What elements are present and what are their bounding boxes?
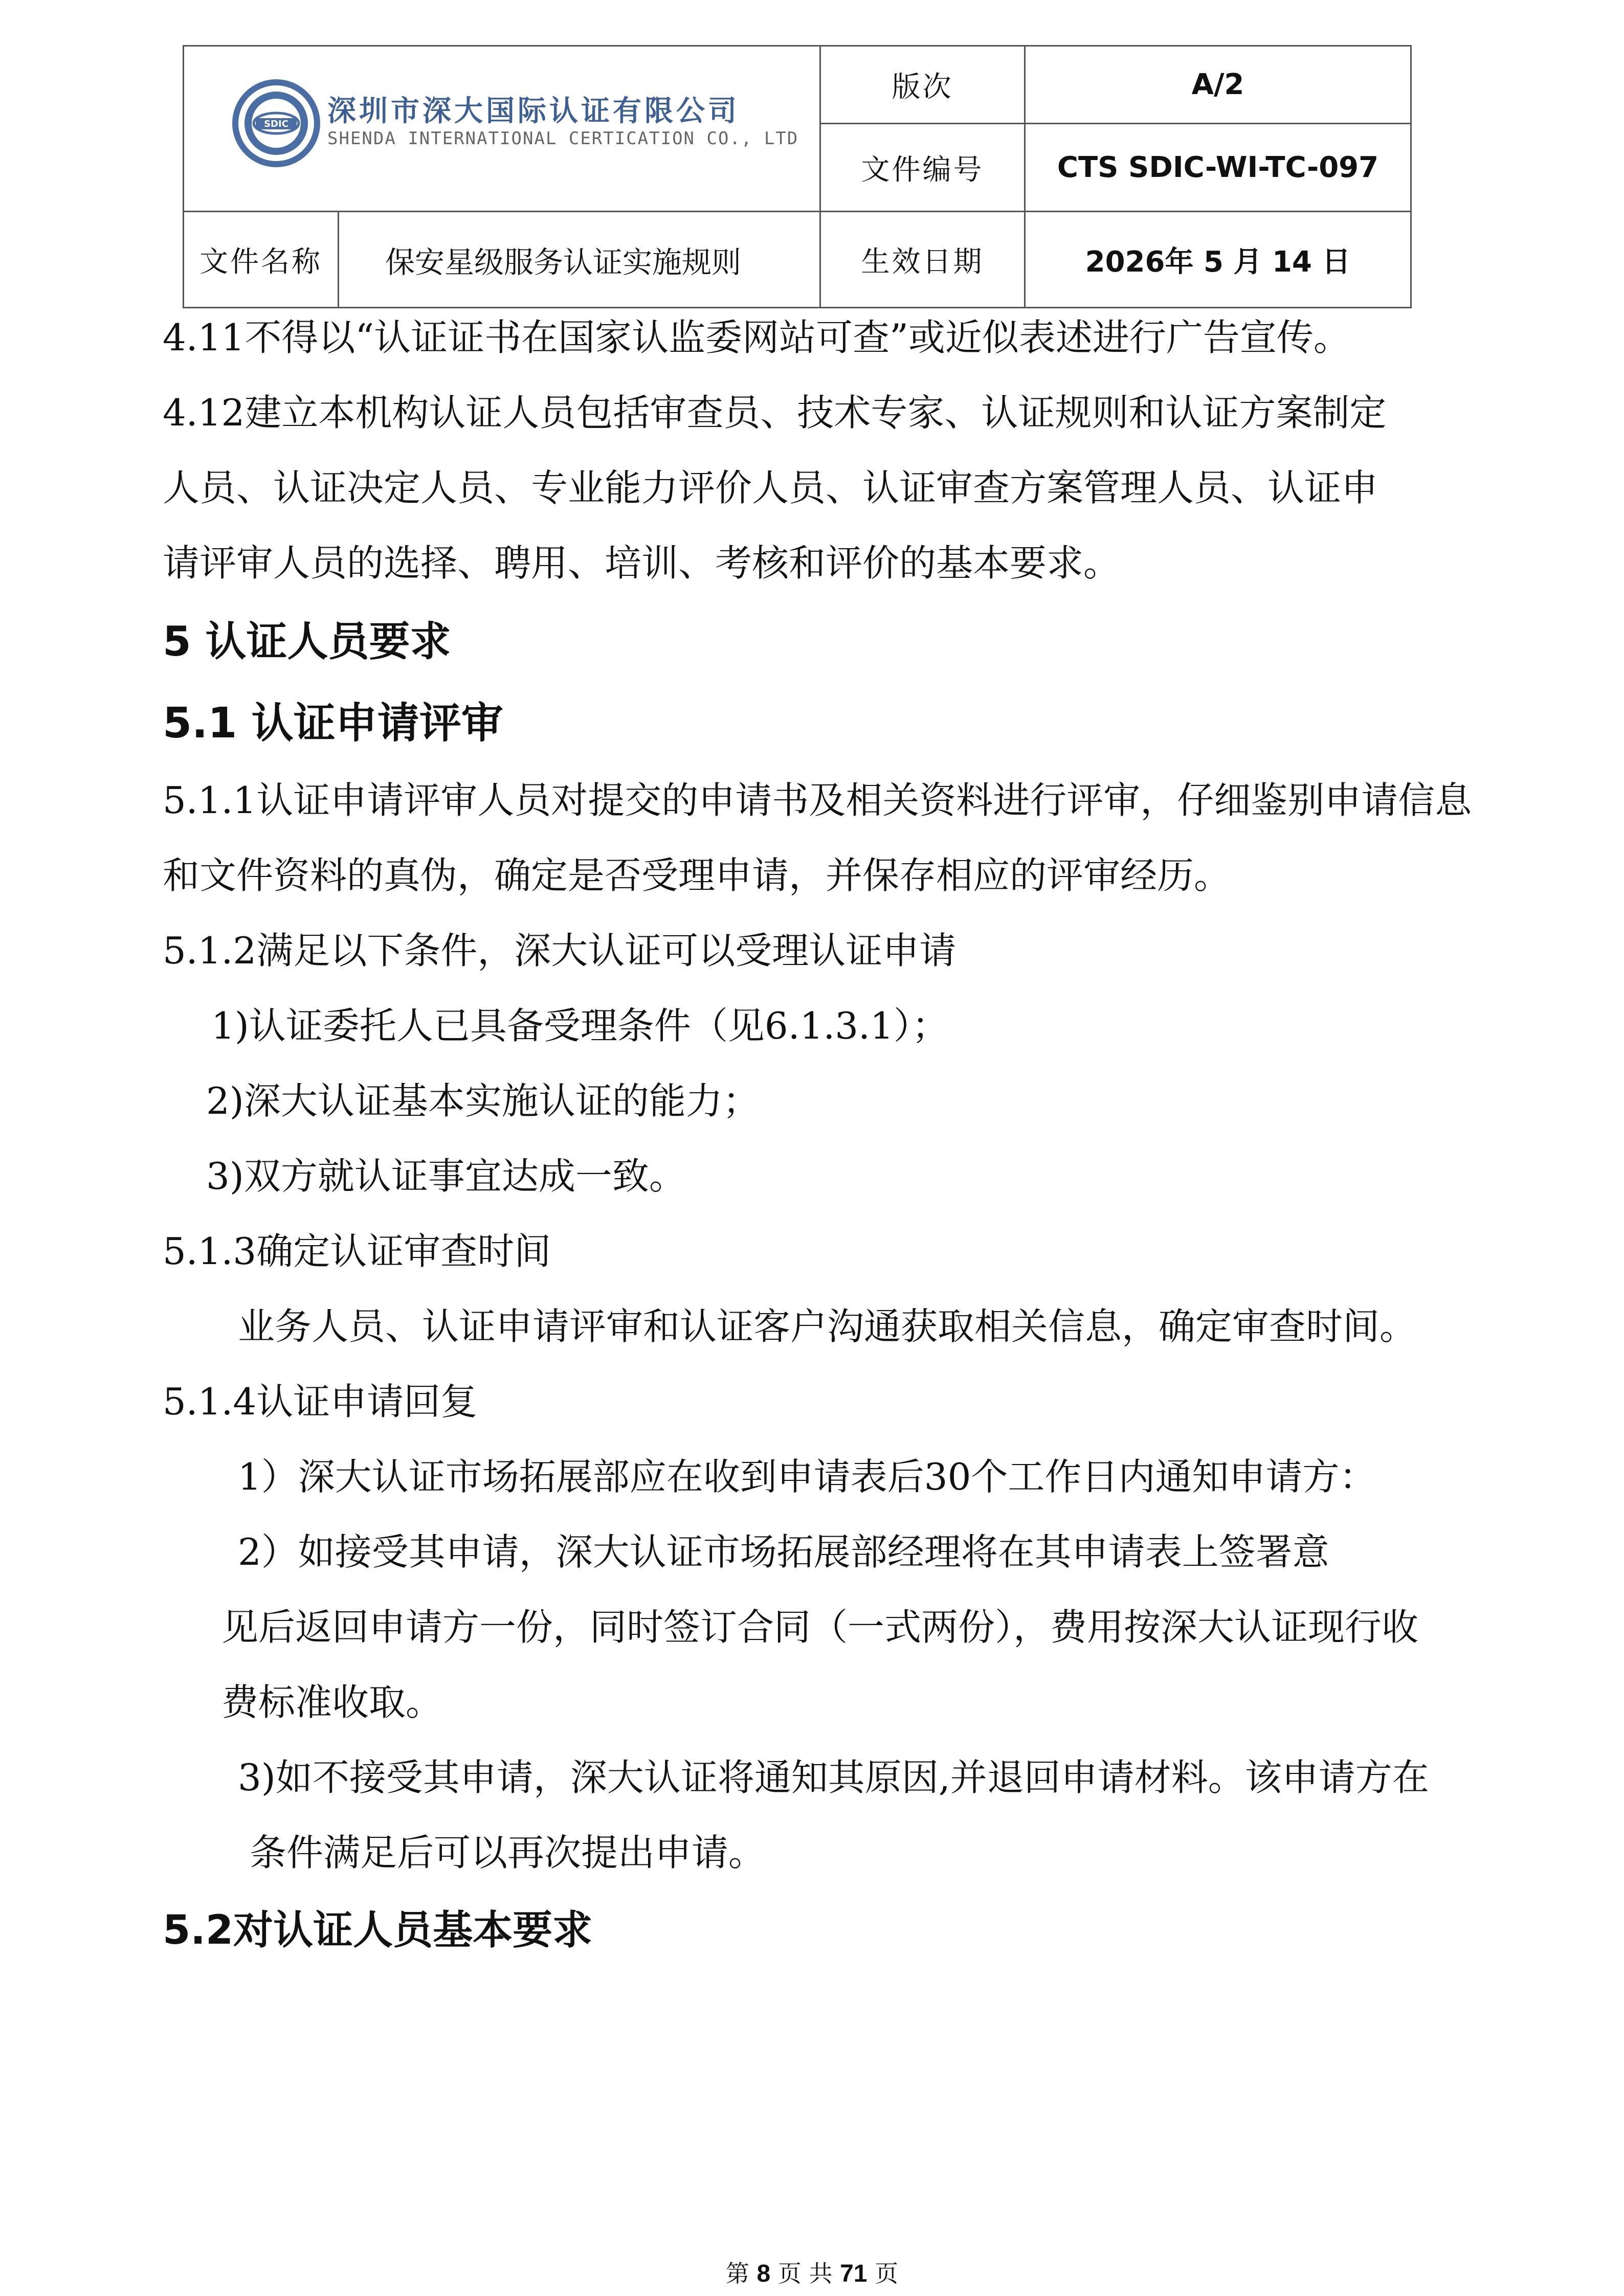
list-item: 3)如不接受其申请，深大认证将通知其原因,并退回申请材料。该申请方在 — [238, 1756, 1429, 1799]
doc-name-label: 文件名称 — [184, 212, 339, 308]
paragraph-line: 人员、认证决定人员、专业能力评价人员、认证审查方案管理人员、认证申 — [163, 466, 1378, 509]
footer-mid: 页 共 — [777, 2260, 833, 2287]
subsection-heading: 5.1 认证申请评审 — [163, 699, 503, 748]
list-item: 2)深大认证基本实施认证的能力； — [206, 1079, 760, 1122]
document-header-table — [183, 45, 1412, 308]
company-seal-icon — [230, 77, 322, 169]
company-name-cn: 深圳市深大国际认证有限公司 — [327, 95, 740, 128]
paragraph-line: 5.1.1认证申请评审人员对提交的申请书及相关资料进行评审，仔细鉴别申请信息 — [163, 779, 1472, 822]
paragraph-line: 5.1.4认证申请回复 — [163, 1380, 478, 1423]
footer-prefix: 第 — [725, 2260, 749, 2287]
section-heading: 5 认证人员要求 — [163, 618, 451, 665]
list-item: 1）深大认证市场拓展部应在收到申请表后30个工作日内通知申请方： — [238, 1455, 1376, 1498]
paragraph-line: 业务人员、认证申请评审和认证客户沟通获取相关信息，确定审查时间。 — [238, 1305, 1417, 1348]
effective-date-value: 2026年 5 月 14 日 — [1025, 212, 1411, 308]
page-footer — [0, 2255, 1624, 2289]
version-value: A/2 — [1025, 46, 1411, 124]
list-item: 2）如接受其申请，深大认证市场拓展部经理将在其申请表上签署意 — [238, 1530, 1329, 1573]
paragraph-line: 5.1.2满足以下条件，深大认证可以受理认证申请 — [163, 929, 956, 972]
list-item: 1)认证委托人已具备受理条件（见6.1.3.1）； — [211, 1004, 949, 1047]
company-logo-cell — [184, 46, 820, 212]
paragraph-line: 费标准收取。 — [221, 1681, 443, 1724]
effective-date-label: 生效日期 — [820, 212, 1025, 308]
total-page-count: 71 — [840, 2260, 867, 2287]
version-label: 版次 — [820, 46, 1025, 124]
paragraph-line: 4.12建立本机构认证人员包括审查员、技术专家、认证规则和认证方案制定 — [163, 391, 1387, 434]
paragraph-line: 条件满足后可以再次提出申请。 — [250, 1831, 766, 1874]
paragraph-line: 见后返回申请方一份，同时签订合同（一式两份），费用按深大认证现行收 — [221, 1606, 1419, 1649]
paragraph-line: 4.11不得以“认证证书在国家认监委网站可查”或近似表述进行广告宣传。 — [163, 316, 1350, 359]
doc-number-value: CTS SDIC-WI-TC-097 — [1025, 124, 1411, 212]
footer-suffix: 页 — [875, 2260, 899, 2287]
paragraph-line: 和文件资料的真伪，确定是否受理申请，并保存相应的评审经历。 — [163, 854, 1231, 897]
paragraph-line: 5.1.3确定认证审查时间 — [163, 1230, 551, 1273]
subsection-heading: 5.2对认证人员基本要求 — [163, 1907, 593, 1953]
doc-name-value: 保安星级服务认证实施规则 — [339, 212, 820, 308]
company-name-en: SHENDA INTERNATIONAL CERTICATION CO., LTD — [327, 128, 799, 149]
company-logo — [230, 77, 818, 169]
list-item: 3)双方就认证事宜达成一致。 — [206, 1155, 686, 1198]
paragraph-line: 请评审人员的选择、聘用、培训、考核和评价的基本要求。 — [163, 542, 1121, 584]
current-page-number: 8 — [757, 2260, 771, 2287]
seal-text: SDIC — [264, 119, 288, 129]
doc-number-label: 文件编号 — [820, 124, 1025, 212]
